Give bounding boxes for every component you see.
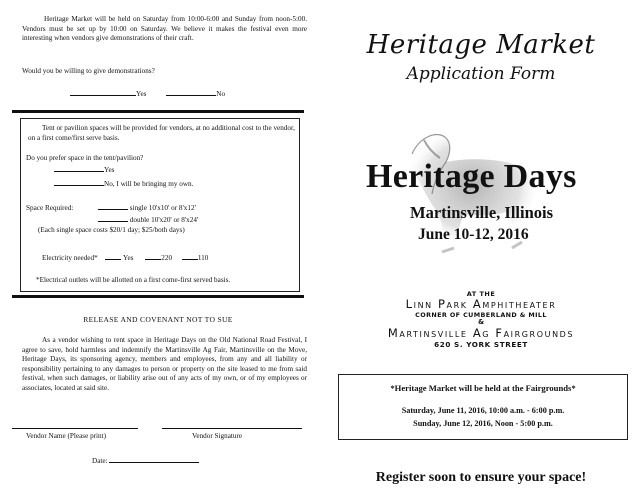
double-space-label: double 10'x20' or 8'x24' <box>129 216 199 224</box>
notice-saturday: Saturday, June 11, 2016, 10:00 a.m. - 6:00 p.m. <box>401 406 565 415</box>
event-city: Martinsville, Illinois <box>410 203 554 222</box>
venue-linn-park-corner: CORNER OF CUMBERLAND & MILL <box>415 311 547 319</box>
electricity-yes-blank[interactable] <box>105 252 121 260</box>
single-space-option <box>98 202 196 214</box>
tent-yes-label: Yes <box>104 166 115 174</box>
venue-linn-park: Linn Park Amphitheater <box>405 297 557 311</box>
venue-address: 620 S. YORK STREET <box>434 340 528 349</box>
demo-yes-blank[interactable] <box>70 88 136 96</box>
heritage-market-title: Heritage Market <box>366 30 596 60</box>
divider-middle <box>12 295 304 298</box>
divider-top <box>12 110 304 113</box>
demo-yes-label: Yes <box>136 90 147 98</box>
vendor-signature-line[interactable] <box>162 428 302 429</box>
application-form-subtitle: Application Form <box>406 64 556 84</box>
demo-no-label: No <box>216 90 226 98</box>
tent-no-option <box>54 178 193 190</box>
venue-ag-fairgrounds: Martinsville Ag Fairgrounds <box>387 326 575 340</box>
tent-no-blank[interactable] <box>54 178 104 186</box>
date-blank[interactable] <box>109 455 199 463</box>
electricity-yes-label: Yes <box>123 254 134 262</box>
register-tagline: Register soon to ensure your space! <box>375 470 587 485</box>
double-space-option <box>98 214 198 226</box>
release-paragraph: As a vendor wishing to rent space in Heritage Days on the Old National Road Festival, I agree to save, hold harmless and indemnify the Martinsville Ag Fair, Martinsville on the Move, Heritage Days, its sponsoring agency, members and employees, from any and all liability or responsibility pertaining to any damages to person or property on the site leased to me from said festival, when such damages, or liability arise out of any acts of my own, or of my employees or associates, located at said site. <box>22 336 307 392</box>
tent-yes-blank[interactable] <box>54 164 104 172</box>
date-row <box>92 455 199 467</box>
right-panel <box>322 0 640 494</box>
fairgrounds-notice-box <box>338 374 628 440</box>
date-label: Date: <box>92 457 108 465</box>
electricity-label: Electricity needed* <box>42 254 98 262</box>
vendor-signature-label: Vendor Signature <box>192 432 243 440</box>
vendor-name-label: Vendor Name (Please print) <box>26 432 107 440</box>
electricity-110-blank[interactable] <box>182 252 198 260</box>
notice-title: *Heritage Market will be held at the Fairgrounds* <box>390 383 576 393</box>
tent-question: Do you prefer space in the tent/pavilion? <box>26 154 144 162</box>
vendor-name-line[interactable] <box>12 428 138 429</box>
single-space-label: single 10'x10' or 8'x12' <box>129 204 196 212</box>
electricity-220-label: 220 <box>161 254 173 262</box>
tent-intro: Tent or pavilion spaces will be provided for vendors, at no additional cost to the vendor, on a first come/first serve basis. <box>28 124 295 142</box>
space-required-label: Space Required: <box>26 204 74 212</box>
notice-sunday: Sunday, June 12, 2016, Noon - 5:00 p.m. <box>413 419 553 428</box>
electricity-220-blank[interactable] <box>145 252 161 260</box>
electricity-110-label: 110 <box>197 254 209 262</box>
heritage-days-title: Heritage Days <box>366 158 577 195</box>
outlet-note: *Electrical outlets will be allotted on a first come-first served basis. <box>36 276 231 284</box>
tent-yes-option <box>54 164 114 176</box>
release-title: RELEASE AND COVENANT NOT TO SUE <box>83 315 233 324</box>
intro-paragraph: Heritage Market will be held on Saturday from 10:00-6:00 and Sunday from noon-5:00. Vendors must be set up by 10:00 on Saturday. We believe it makes the festival even more interesting when vendors give demonstrations of their craft. <box>22 15 307 43</box>
electricity-row <box>42 252 208 264</box>
tent-no-label: No, I will be bringing my own. <box>104 180 194 188</box>
demo-answers <box>70 88 310 100</box>
demo-question: Would you be willing to give demonstrations? <box>22 67 155 75</box>
venue-ampersand: & <box>477 318 485 326</box>
demo-no-blank[interactable] <box>166 88 216 96</box>
cost-note: (Each single space costs $20/1 day; $25/both days) <box>38 226 185 234</box>
double-space-blank[interactable] <box>98 214 128 222</box>
venue-at-the: AT THE <box>466 290 496 298</box>
left-panel <box>0 0 316 494</box>
single-space-blank[interactable] <box>98 202 128 210</box>
event-dates: June 10-12, 2016 <box>418 226 529 243</box>
